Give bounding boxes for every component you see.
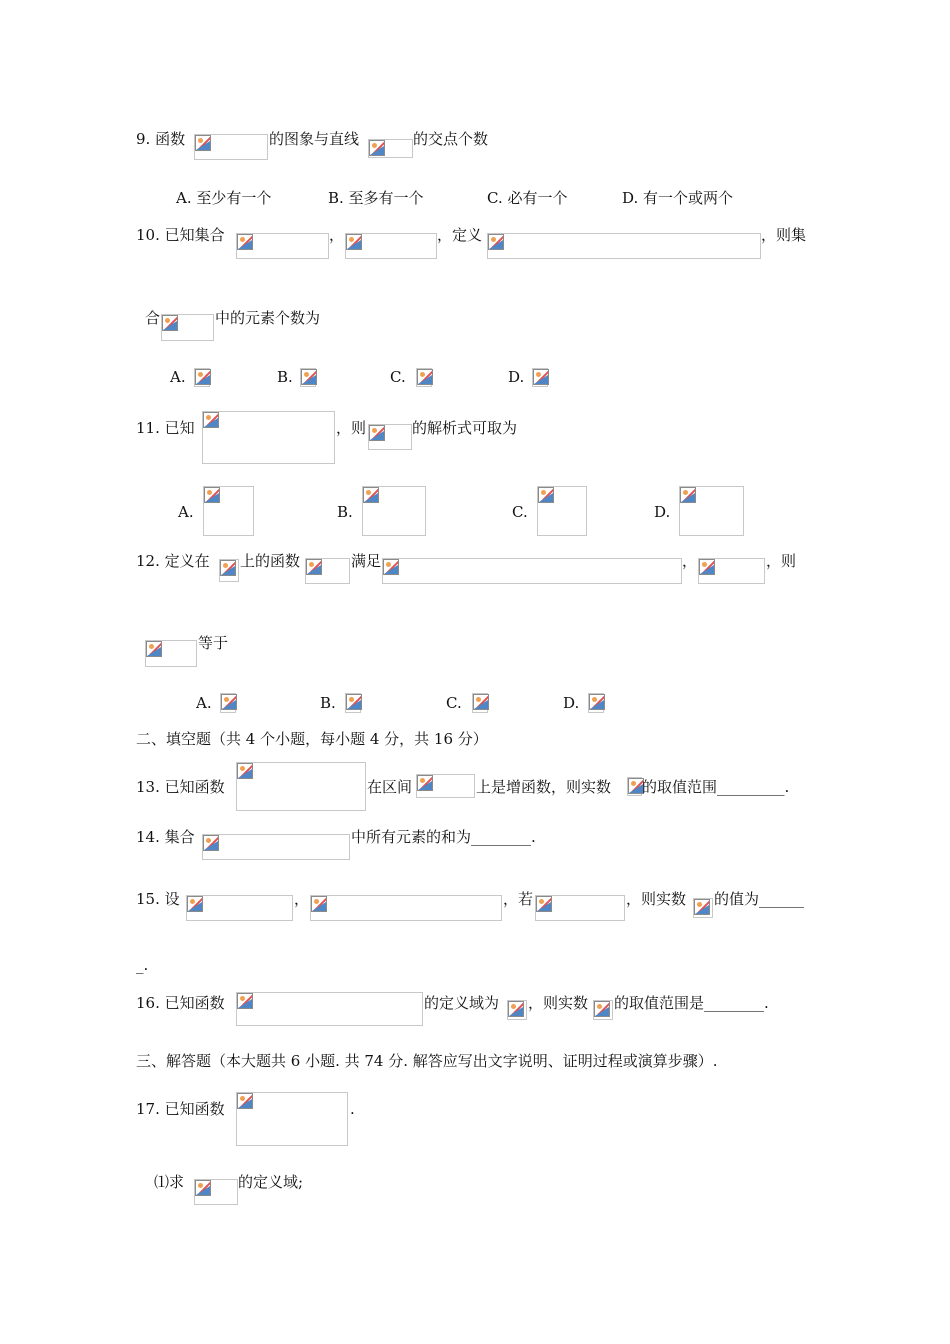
broken-image-icon <box>594 1001 610 1017</box>
q16-text-2: 的定义域为 <box>424 994 500 1012</box>
broken-image-icon <box>417 369 433 385</box>
formula-image <box>368 139 413 158</box>
formula-image <box>236 762 366 811</box>
formula-image <box>310 895 502 921</box>
q11-option-d: D. <box>654 503 671 521</box>
formula-image <box>300 368 316 387</box>
broken-image-icon <box>195 1180 211 1196</box>
formula-image <box>698 558 765 584</box>
q10-option-b: B. <box>277 368 293 386</box>
q11-option-c: C. <box>512 503 528 521</box>
q12-option-d: D. <box>563 694 580 712</box>
q10-comma-1: ， <box>329 226 345 244</box>
q11-text-1: 11. 已知 <box>136 419 195 437</box>
q9-option-b: B. 至多有一个 <box>328 189 424 207</box>
broken-image-icon <box>589 694 605 710</box>
q9-option-a: A. 至少有一个 <box>176 189 272 207</box>
q11-text-2: ，则 <box>336 419 367 437</box>
q15-text-3: ，则实数 <box>626 890 687 908</box>
q12-option-a: A. <box>196 694 212 712</box>
formula-image <box>202 411 335 464</box>
q12-option-b: B. <box>320 694 336 712</box>
q9-text-1: 9. 函数 <box>136 130 186 148</box>
broken-image-icon <box>237 234 253 250</box>
broken-image-icon <box>221 694 237 710</box>
broken-image-icon <box>237 993 253 1009</box>
broken-image-icon <box>383 559 399 575</box>
q9-option-c: C. 必有一个 <box>487 189 568 207</box>
q9-text-3: 的交点个数 <box>413 130 489 148</box>
formula-image <box>186 895 293 921</box>
broken-image-icon <box>533 369 549 385</box>
formula-image <box>145 640 197 667</box>
formula-image <box>487 233 761 259</box>
q13-text-2: 在区间 <box>367 778 413 796</box>
formula-image <box>416 774 475 798</box>
broken-image-icon <box>538 487 554 503</box>
broken-image-icon <box>369 140 385 156</box>
q10-option-d: D. <box>508 368 525 386</box>
formula-image <box>507 1000 527 1020</box>
q15-text-4: 的值为______ <box>714 890 805 908</box>
formula-image <box>472 693 488 713</box>
broken-image-icon <box>488 234 504 250</box>
q13-text-1: 13. 已知函数 <box>136 778 225 796</box>
q9-text-2: 的图象与直线 <box>269 130 360 148</box>
q15-comma-1: ， <box>294 890 310 908</box>
formula-image <box>627 777 642 796</box>
q13-text-3: 上是增函数，则实数 <box>476 778 612 796</box>
broken-image-icon <box>699 559 715 575</box>
broken-image-icon <box>508 1001 524 1017</box>
broken-image-icon <box>311 896 327 912</box>
formula-image <box>679 486 744 536</box>
formula-image <box>236 233 329 259</box>
q10-text-2: ，定义 <box>437 226 483 244</box>
q10-option-c: C. <box>390 368 406 386</box>
q15-text-5: _. <box>136 956 149 974</box>
broken-image-icon <box>237 1093 253 1109</box>
q17-part1-text-1: ⑴求 <box>154 1173 185 1191</box>
formula-image <box>220 693 236 713</box>
q12-text-1: 12. 定义在 <box>136 552 210 570</box>
q11-option-b: B. <box>337 503 353 521</box>
q17-text-1: 17. 已知函数 <box>136 1100 225 1118</box>
broken-image-icon <box>306 559 322 575</box>
q12-comma-1: ， <box>682 552 698 570</box>
broken-image-icon <box>369 425 385 441</box>
formula-image <box>305 558 350 584</box>
broken-image-icon <box>237 763 253 779</box>
formula-image <box>532 368 548 387</box>
formula-image <box>202 834 350 860</box>
broken-image-icon <box>346 234 362 250</box>
formula-image <box>535 895 625 921</box>
q11-text-3: 的解析式可取为 <box>412 419 518 437</box>
formula-image <box>194 134 268 160</box>
formula-image <box>368 424 412 450</box>
formula-image <box>693 898 713 918</box>
broken-image-icon <box>473 694 489 710</box>
broken-image-icon <box>346 694 362 710</box>
formula-image <box>194 1179 238 1205</box>
formula-image <box>161 314 214 341</box>
q15-text-2: ，若 <box>503 890 534 908</box>
formula-image <box>537 486 587 536</box>
q14-text-2: 中所有元素的和为________. <box>351 828 536 846</box>
formula-image <box>236 992 423 1026</box>
q13-text-4: 的取值范围_________. <box>642 778 790 796</box>
q10-text-3: ，则集 <box>761 226 807 244</box>
broken-image-icon <box>203 412 219 428</box>
formula-image <box>345 693 361 713</box>
formula-image <box>194 368 210 387</box>
q15-text-1: 15. 设 <box>136 890 180 908</box>
broken-image-icon <box>204 487 220 503</box>
section-3-heading: 三、解答题（本大题共 6 小题. 共 74 分. 解答应写出文字说明、证明过程或演算步骤）. <box>136 1052 718 1070</box>
broken-image-icon <box>203 835 219 851</box>
formula-image <box>362 486 426 536</box>
formula-image <box>203 486 254 536</box>
q9-option-d: D. 有一个或两个 <box>622 189 734 207</box>
broken-image-icon <box>694 899 710 915</box>
broken-image-icon <box>220 560 236 576</box>
q11-option-a: A. <box>178 503 194 521</box>
broken-image-icon <box>680 487 696 503</box>
q12-text-5: 等于 <box>198 634 229 652</box>
q16-text-1: 16. 已知函数 <box>136 994 225 1012</box>
formula-image <box>416 368 432 387</box>
q12-text-2: 上的函数 <box>240 552 301 570</box>
q14-text-1: 14. 集合 <box>136 828 195 846</box>
broken-image-icon <box>536 896 552 912</box>
broken-image-icon <box>187 896 203 912</box>
q16-text-4: 的取值范围是________. <box>614 994 769 1012</box>
broken-image-icon <box>195 135 211 151</box>
q12-text-3: 满足 <box>351 552 382 570</box>
formula-image <box>219 559 239 582</box>
broken-image-icon <box>195 369 211 385</box>
q16-text-3: ，则实数 <box>528 994 589 1012</box>
q17-part1-text-2: 的定义域; <box>238 1173 304 1191</box>
formula-image <box>382 558 682 584</box>
broken-image-icon <box>363 487 379 503</box>
broken-image-icon <box>301 369 317 385</box>
formula-image <box>593 1000 613 1020</box>
formula-image <box>345 233 437 259</box>
q17-text-2: . <box>350 1100 355 1118</box>
q10-option-a: A. <box>170 368 186 386</box>
q12-option-c: C. <box>446 694 462 712</box>
broken-image-icon <box>162 315 178 331</box>
q10-text-5: 中的元素个数为 <box>215 309 321 327</box>
q12-text-4: ，则 <box>766 552 797 570</box>
formula-image <box>236 1092 348 1146</box>
formula-image <box>588 693 604 713</box>
section-2-heading: 二、填空题（共 4 个小题，每小题 4 分，共 16 分） <box>136 730 488 748</box>
broken-image-icon <box>417 775 433 791</box>
q10-text-1: 10. 已知集合 <box>136 226 225 244</box>
broken-image-icon <box>146 641 162 657</box>
q10-text-4: 合 <box>145 309 161 327</box>
